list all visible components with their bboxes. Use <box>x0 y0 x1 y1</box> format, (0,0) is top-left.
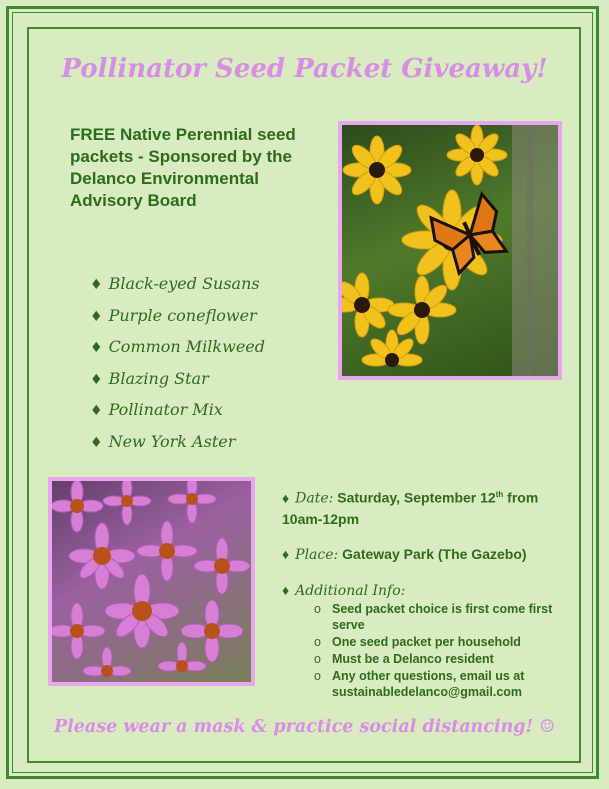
species-item: ♦ Pollinator Mix <box>90 400 223 419</box>
flyer-subtitle: FREE Native Perennial seed packets - Sponsored by the Delanco Environmental Advisory Board <box>70 125 296 210</box>
info-item: o Must be a Delanco resident <box>312 651 572 667</box>
event-details <box>282 485 572 701</box>
diamond-bullet-icon: ♦ <box>282 489 290 506</box>
info-detail <box>282 580 572 700</box>
diamond-bullet-icon: ♦ <box>282 545 290 562</box>
diamond-bullet-icon: ♦ <box>90 434 103 451</box>
place-detail <box>282 544 572 565</box>
date-ordinal: th <box>495 490 504 499</box>
coneflower-photo <box>48 477 255 686</box>
species-item: ♦ Blazing Star <box>90 368 209 388</box>
species-item: ♦ Common Milkweed <box>90 337 265 356</box>
flyer-title: Pollinator Seed Packet Giveaway! <box>61 54 548 84</box>
date-value: Saturday, September 12 <box>337 489 496 506</box>
info-item: o One seed packet per household <box>312 634 572 650</box>
info-label: Additional Info: <box>295 582 406 599</box>
species-item: ♦ Purple coneflower <box>90 305 257 325</box>
date-detail <box>282 485 572 529</box>
diamond-bullet-icon: ♦ <box>90 308 103 325</box>
diamond-bullet-icon: ♦ <box>90 403 103 419</box>
info-item: o Seed packet choice is first come first serve <box>312 601 572 633</box>
species-list <box>90 272 265 461</box>
flyer-footer: Please wear a mask & practice social distancing! ☺ <box>53 717 556 737</box>
info-item: o Any other questions, email us at sustainabledelanco@gmail.com <box>312 668 572 700</box>
species-item: ♦ Black-eyed Susans <box>90 274 260 293</box>
butterfly-photo-art <box>342 125 558 376</box>
place-value: Gateway Park (The Gazebo) <box>342 545 527 562</box>
butterfly-photo <box>338 121 562 380</box>
coneflower-photo-art <box>52 481 251 682</box>
date-label: Date: <box>295 490 334 507</box>
diamond-bullet-icon: ♦ <box>282 581 290 598</box>
place-label: Place: <box>295 546 339 563</box>
date-time: from 10am-12pm <box>282 489 539 527</box>
info-list <box>282 601 572 700</box>
diamond-bullet-icon: ♦ <box>90 371 103 388</box>
diamond-bullet-icon: ♦ <box>90 277 103 293</box>
diamond-bullet-icon: ♦ <box>90 340 103 356</box>
species-item: ♦ New York Aster <box>90 431 236 451</box>
